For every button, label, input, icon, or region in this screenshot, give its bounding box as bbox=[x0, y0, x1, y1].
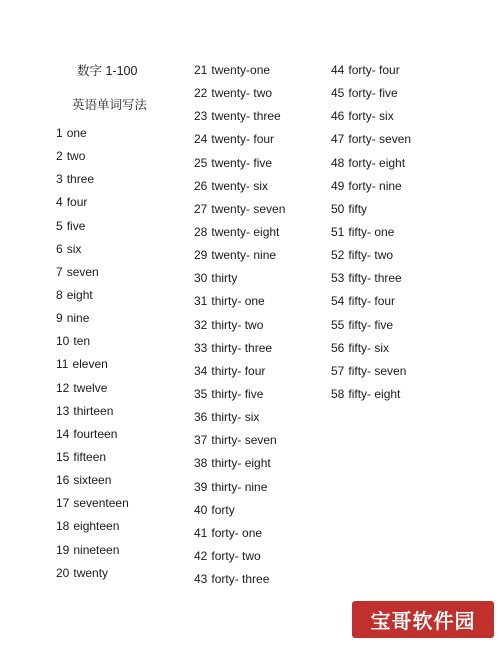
number-entry bbox=[331, 131, 411, 154]
entry-number: 53 bbox=[331, 271, 345, 286]
number-entry bbox=[331, 201, 411, 224]
entry-number: 26 bbox=[194, 178, 208, 193]
number-entry bbox=[331, 317, 411, 340]
entry-number: 40 bbox=[194, 502, 208, 517]
number-entry bbox=[194, 479, 285, 502]
entry-number: 57 bbox=[331, 363, 345, 378]
entry-word: six bbox=[66, 241, 82, 256]
entry-word: thirteen bbox=[73, 403, 114, 418]
entry-number: 5 bbox=[56, 218, 63, 233]
entry-number: 48 bbox=[331, 155, 345, 170]
number-entry bbox=[56, 495, 129, 518]
entry-word: forty- eight bbox=[348, 155, 406, 170]
entry-word: fifty- six bbox=[348, 340, 390, 355]
number-entry bbox=[194, 502, 285, 525]
number-entry bbox=[56, 148, 129, 171]
number-entry bbox=[56, 542, 129, 565]
number-entry bbox=[56, 356, 129, 379]
number-entry bbox=[194, 155, 285, 178]
number-entry bbox=[194, 455, 285, 478]
entry-number: 33 bbox=[194, 340, 208, 355]
number-column-2 bbox=[194, 62, 285, 594]
entry-word: fifty- eight bbox=[348, 386, 401, 401]
number-entry bbox=[56, 287, 129, 310]
entry-number: 29 bbox=[194, 248, 208, 263]
entry-word: one bbox=[66, 126, 87, 140]
entry-word: seventeen bbox=[73, 496, 129, 511]
entry-word: forty- two bbox=[211, 548, 261, 563]
entry-number: 44 bbox=[331, 63, 345, 77]
entry-number: 42 bbox=[194, 548, 208, 563]
entry-word: fifty- one bbox=[348, 224, 395, 239]
entry-word: thirty bbox=[211, 271, 238, 286]
number-entry bbox=[194, 317, 285, 340]
number-entry bbox=[194, 131, 285, 154]
number-entry bbox=[331, 178, 411, 201]
number-entry bbox=[331, 340, 411, 363]
number-entry bbox=[56, 426, 129, 449]
entry-word: forty- three bbox=[211, 572, 270, 587]
entry-number: 56 bbox=[331, 340, 345, 355]
entry-number: 10 bbox=[56, 334, 70, 349]
entry-number: 25 bbox=[194, 155, 208, 170]
number-entry bbox=[56, 241, 129, 264]
number-entry bbox=[56, 171, 129, 194]
entry-number: 43 bbox=[194, 572, 208, 587]
entry-word: forty- one bbox=[211, 525, 263, 540]
number-entry bbox=[194, 386, 285, 409]
number-entry bbox=[56, 449, 129, 472]
entry-number: 54 bbox=[331, 294, 345, 309]
number-entry bbox=[56, 380, 129, 403]
entry-number: 32 bbox=[194, 317, 208, 332]
number-entry bbox=[56, 518, 129, 541]
entry-number: 1 bbox=[56, 126, 63, 140]
entry-number: 46 bbox=[331, 109, 345, 124]
entry-word: thirty- eight bbox=[211, 456, 271, 471]
number-entry bbox=[194, 525, 285, 548]
entry-number: 38 bbox=[194, 456, 208, 471]
number-entry bbox=[194, 201, 285, 224]
entry-number: 13 bbox=[56, 403, 70, 418]
entry-number: 36 bbox=[194, 410, 208, 425]
entry-number: 50 bbox=[331, 201, 345, 216]
page-title: 数字 1-100 bbox=[77, 64, 138, 78]
entry-word: ten bbox=[73, 334, 91, 349]
entry-number: 34 bbox=[194, 363, 208, 378]
entry-number: 21 bbox=[194, 63, 208, 77]
number-entry bbox=[331, 155, 411, 178]
entry-number: 22 bbox=[194, 86, 208, 101]
number-entry bbox=[331, 108, 411, 131]
entry-word: fifteen bbox=[73, 449, 107, 464]
number-entry bbox=[194, 178, 285, 201]
entry-word: twenty bbox=[73, 565, 109, 580]
entry-word: thirty- six bbox=[211, 410, 260, 425]
entry-number: 12 bbox=[56, 380, 70, 395]
entry-number: 3 bbox=[56, 172, 63, 187]
number-entry bbox=[331, 270, 411, 293]
entry-word: five bbox=[66, 218, 86, 233]
number-entry bbox=[194, 270, 285, 293]
entry-word: fifty- four bbox=[348, 294, 396, 309]
entry-number: 28 bbox=[194, 224, 208, 239]
number-entry bbox=[56, 194, 129, 217]
entry-word: twenty- eight bbox=[211, 224, 280, 239]
entry-number: 7 bbox=[56, 264, 63, 279]
entry-number: 52 bbox=[331, 248, 345, 263]
entry-number: 6 bbox=[56, 241, 63, 256]
entry-word: twenty- six bbox=[211, 178, 269, 193]
number-entry bbox=[56, 264, 129, 287]
entry-word: eighteen bbox=[73, 519, 120, 534]
number-entry bbox=[56, 310, 129, 333]
entry-word: forty- nine bbox=[348, 178, 402, 193]
entry-number: 41 bbox=[194, 525, 208, 540]
entry-number: 18 bbox=[56, 519, 70, 534]
entry-word: eleven bbox=[72, 357, 108, 372]
number-entry bbox=[194, 432, 285, 455]
entry-word: thirty- nine bbox=[211, 479, 268, 494]
number-entry bbox=[194, 85, 285, 108]
entry-number: 55 bbox=[331, 317, 345, 332]
entry-word: twenty- three bbox=[211, 109, 281, 124]
entry-word: forty- seven bbox=[348, 132, 412, 147]
number-entry bbox=[194, 247, 285, 270]
number-entry bbox=[194, 62, 285, 85]
entry-word: twelve bbox=[73, 380, 108, 395]
entry-word: twenty- two bbox=[211, 86, 273, 101]
entry-number: 8 bbox=[56, 287, 63, 302]
number-entry bbox=[56, 333, 129, 356]
entry-number: 9 bbox=[56, 311, 63, 326]
entry-word: twenty- five bbox=[211, 155, 273, 170]
entry-number: 23 bbox=[194, 109, 208, 124]
number-entry bbox=[194, 224, 285, 247]
number-entry bbox=[56, 472, 129, 495]
entry-word: thirty- three bbox=[211, 340, 273, 355]
entry-number: 14 bbox=[56, 426, 70, 441]
entry-number: 39 bbox=[194, 479, 208, 494]
number-entry bbox=[56, 125, 129, 148]
number-entry bbox=[194, 363, 285, 386]
entry-word: thirty- two bbox=[211, 317, 264, 332]
entry-word: thirty- five bbox=[211, 386, 264, 401]
entry-word: fifty- seven bbox=[348, 363, 407, 378]
entry-number: 30 bbox=[194, 271, 208, 286]
number-entry bbox=[331, 224, 411, 247]
entry-number: 20 bbox=[56, 565, 70, 580]
entry-word: forty- six bbox=[348, 109, 394, 124]
entry-number: 4 bbox=[56, 195, 63, 210]
entry-word: nineteen bbox=[73, 542, 120, 557]
entry-word: thirty- four bbox=[211, 363, 266, 378]
entry-word: four bbox=[66, 195, 88, 210]
entry-number: 49 bbox=[331, 178, 345, 193]
entry-word: twenty-one bbox=[211, 63, 271, 77]
number-entry bbox=[331, 386, 411, 409]
entry-word: twenty- nine bbox=[211, 248, 277, 263]
entry-word: thirty- seven bbox=[211, 433, 277, 448]
number-entry bbox=[56, 565, 129, 588]
entry-word: sixteen bbox=[73, 473, 112, 488]
entry-word: fifty- two bbox=[348, 248, 394, 263]
number-entry bbox=[194, 340, 285, 363]
entry-number: 58 bbox=[331, 386, 345, 401]
number-entry bbox=[331, 293, 411, 316]
number-entry bbox=[331, 85, 411, 108]
entry-number: 47 bbox=[331, 132, 345, 147]
number-entry bbox=[194, 548, 285, 571]
number-entry bbox=[56, 218, 129, 241]
entry-number: 11 bbox=[56, 357, 69, 372]
entry-word: twenty- four bbox=[211, 132, 275, 147]
entry-number: 19 bbox=[56, 542, 70, 557]
entry-word: fifty bbox=[348, 201, 368, 216]
entry-word: fourteen bbox=[73, 426, 118, 441]
number-entry bbox=[331, 62, 411, 85]
entry-number: 35 bbox=[194, 386, 208, 401]
entry-word: three bbox=[66, 172, 95, 187]
number-column-3 bbox=[331, 62, 411, 409]
entry-number: 2 bbox=[56, 149, 63, 164]
number-entry bbox=[194, 409, 285, 432]
entry-word: nine bbox=[66, 311, 90, 326]
number-entry bbox=[194, 293, 285, 316]
entry-word: eight bbox=[66, 287, 93, 302]
entry-number: 45 bbox=[331, 86, 345, 101]
entry-word: forty bbox=[211, 502, 235, 517]
entry-number: 37 bbox=[194, 433, 208, 448]
number-entry bbox=[194, 571, 285, 594]
entry-word: seven bbox=[66, 264, 99, 279]
entry-word: thirty- one bbox=[211, 294, 265, 309]
entry-number: 17 bbox=[56, 496, 70, 511]
entry-word: forty- four bbox=[348, 63, 400, 77]
entry-number: 31 bbox=[194, 294, 208, 309]
entry-word: two bbox=[66, 149, 86, 164]
entry-number: 24 bbox=[194, 132, 208, 147]
entry-word: forty- five bbox=[348, 86, 398, 101]
number-entry bbox=[331, 247, 411, 270]
entry-word: fifty- three bbox=[348, 271, 402, 286]
number-entry bbox=[194, 108, 285, 131]
entry-word: fifty- five bbox=[348, 317, 394, 332]
entry-word: twenty- seven bbox=[211, 201, 286, 216]
number-column-1 bbox=[56, 125, 129, 588]
entry-number: 16 bbox=[56, 473, 70, 488]
number-entry bbox=[331, 363, 411, 386]
site-watermark-logo: 宝哥软件园 bbox=[352, 601, 494, 638]
entry-number: 51 bbox=[331, 224, 345, 239]
entry-number: 27 bbox=[194, 201, 208, 216]
number-entry bbox=[56, 403, 129, 426]
entry-number: 15 bbox=[56, 449, 70, 464]
page-subtitle: 英语单词写法 bbox=[72, 98, 148, 112]
